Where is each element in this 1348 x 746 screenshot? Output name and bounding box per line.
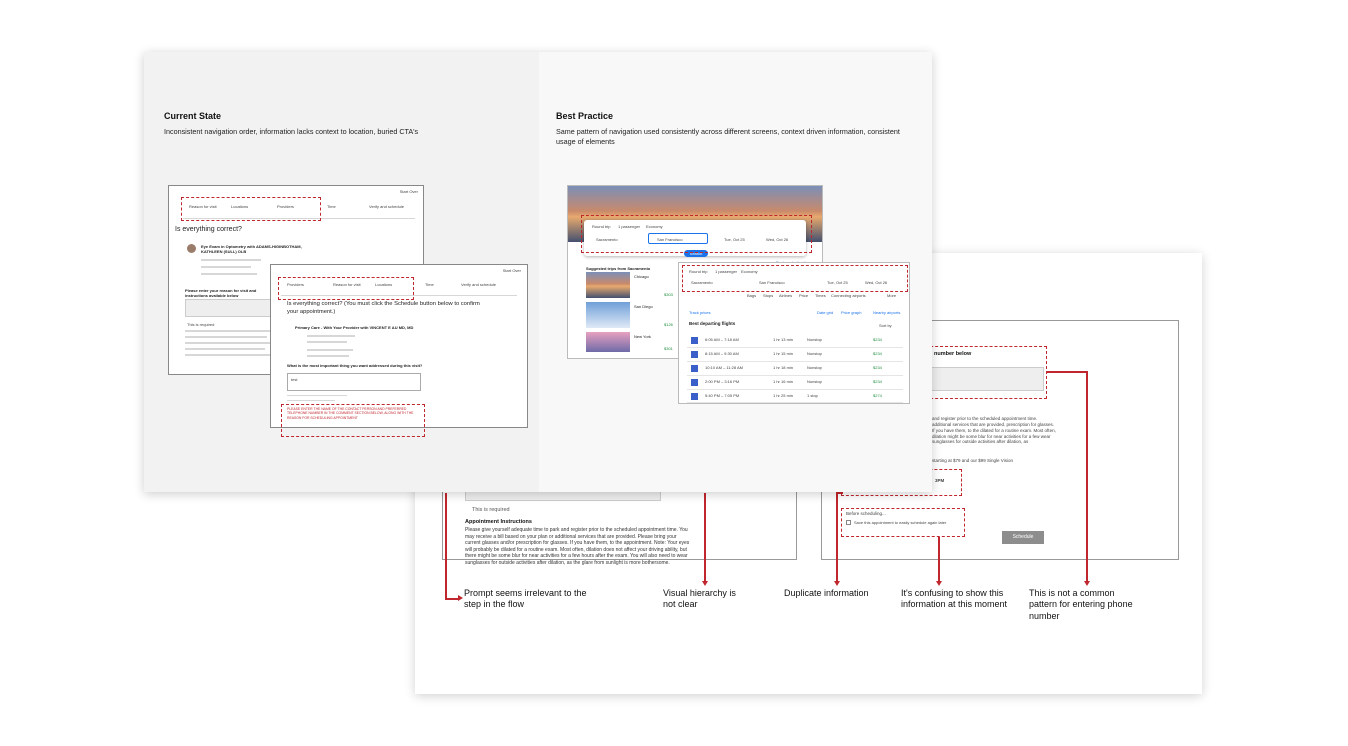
results-destination[interactable]: San Francisco — [759, 280, 785, 285]
arrow-prompt — [458, 595, 463, 601]
annotation-hierarchy: Visual hierarchy is not clear — [663, 588, 736, 610]
mock2-text-2 — [287, 400, 335, 401]
flight-stops: 1 stop — [807, 393, 818, 398]
flight-duration: 1 hr 18 min — [773, 365, 794, 370]
connector-hierarchy — [704, 493, 706, 582]
arrow-phone — [1084, 581, 1090, 586]
highlight-before-scheduling — [841, 508, 965, 537]
flight-time: 5:40 PM – 7:05 PM — [705, 393, 740, 398]
connector-prompt-v — [445, 493, 447, 599]
flight-stops: Nonstop — [807, 365, 822, 370]
flight-duration: 1 hr 16 min — [773, 379, 794, 384]
results-origin[interactable]: Sacramento — [691, 280, 713, 285]
mock1-step-3[interactable]: Time — [327, 204, 336, 209]
suggestion-image-2[interactable] — [586, 332, 630, 352]
mock1-detail-2 — [201, 266, 251, 268]
mock1-step-4[interactable]: Verify and schedule — [369, 204, 404, 209]
mock1-required: This is required — [187, 322, 215, 327]
annotation-phone: This is not a common pattern for entering phone number — [1029, 588, 1133, 621]
results-depart[interactable]: Tue, Oct 25 — [827, 280, 848, 285]
sort-by[interactable]: Sort by — [879, 323, 892, 328]
mock2-step-2[interactable]: Locations — [375, 282, 393, 287]
flight-price: $234 — [873, 379, 882, 384]
airline-logo-icon — [691, 351, 698, 358]
mock2-detail-2 — [307, 341, 347, 343]
flights-depart[interactable]: Tue, Oct 25 — [724, 237, 745, 242]
flight-stops: Nonstop — [807, 337, 822, 342]
back-right-instructions: and register prior to the scheduled appointment time. additional services that are provided. prescription for glasses. If you have them, to the dilated for a routine exam. Most often, dilation might be some blur for near activities for a few wear sunglasses for outside activities after dilation, as — [932, 416, 1056, 445]
suggestion-image-1[interactable] — [586, 302, 630, 328]
back-time: 3PM — [935, 478, 945, 483]
connector-duplicate — [836, 493, 838, 582]
mock2-heading: Is everything correct? (You must click the Schedule button below to confirm your appointment.) — [287, 301, 480, 315]
mock1-step-0[interactable]: Reason for visit — [189, 204, 217, 209]
mock1-detail-1 — [201, 259, 261, 261]
filter-0[interactable]: Bags — [747, 293, 757, 298]
suggestion-city-0[interactable]: Chicago — [634, 274, 649, 279]
mock2-step-1[interactable]: Reason for visit — [333, 282, 361, 287]
connector-phone-v — [1086, 371, 1088, 582]
save-checkbox-label: Save this appointment to easily schedule again later — [854, 520, 947, 525]
mock2-step-4[interactable]: Verify and schedule — [461, 282, 496, 287]
flights-destination: San Francisco — [657, 237, 683, 242]
flights-cabin[interactable]: Economy — [646, 224, 663, 229]
mock1-prompt: Please enter your reason for visit and instructions available below — [185, 288, 257, 299]
back-instructions: Please give yourself adequate time to park and register prior to the scheduled appointment time. You may receive a bill based on your plan or additional services that are provided. Please bring your current glasses and/or prescription for glasses. If you have them, to the appointment. Note: Your eyes will probably be dilated for a routine exam. Most often, dilation does not affect your driving ability, but there might be some blur for near activities for a few hours after the exam. You will also need to wear sunglasses for outside activities after dilation, as the glare from sunlight is more bothersome. — [465, 527, 690, 566]
highlight-results-search — [682, 265, 908, 292]
nearby-airports[interactable]: Nearby airports — [873, 310, 901, 315]
mock1-heading: Is everything correct? — [175, 226, 242, 233]
suggestion-city-2[interactable]: New York — [634, 334, 651, 339]
annotation-duplicate: Duplicate information — [784, 588, 869, 598]
flight-price: $234 — [873, 351, 882, 356]
mock1-text-5 — [185, 354, 271, 356]
flights-origin[interactable]: Sacramento — [596, 237, 618, 242]
schedule-button[interactable]: Schedule — [1002, 531, 1044, 544]
highlight-mock2-steps — [278, 277, 414, 300]
mock1-avatar — [187, 244, 196, 253]
flight-time: 6:05 AM – 7:18 AM — [705, 337, 739, 342]
mock2-detail-3 — [307, 349, 353, 351]
flight-price: $274 — [873, 393, 882, 398]
flight-row[interactable] — [687, 391, 903, 403]
filter-5[interactable]: Connecting airports — [831, 293, 866, 298]
mock1-step-2[interactable]: Providers — [277, 204, 294, 209]
flight-price: $234 — [873, 365, 882, 370]
flights-return[interactable]: Wed, Oct 26 — [766, 237, 789, 242]
flights-suggested-label: Suggested trips from Sacramento — [586, 266, 651, 271]
mock2-answer-input[interactable] — [287, 373, 421, 391]
suggestion-city-1[interactable]: San Diego — [634, 304, 653, 309]
mock2-detail-1 — [307, 335, 355, 337]
current-state-subtitle: Inconsistent navigation order, information lacks context to location, buried CTA's — [164, 127, 419, 136]
best-practice-title: Best Practice — [556, 111, 614, 121]
best-departing-label: Best departing flights — [689, 321, 736, 326]
highlight-mock2-note — [281, 404, 425, 437]
arrow-confusing — [936, 581, 942, 586]
suggestion-price-2: $301 — [664, 346, 673, 351]
mock2-text-1 — [287, 395, 347, 396]
flights-search-button[interactable]: Search — [684, 250, 708, 257]
mock2-answer-value: test — [291, 377, 298, 382]
flight-time: 8:15 AM – 9:30 AM — [705, 351, 739, 356]
current-state-title: Current State — [164, 111, 222, 121]
mock1-text-3 — [185, 342, 273, 344]
mock1-step-1[interactable]: Locations — [231, 204, 249, 209]
flight-price: $234 — [873, 337, 882, 342]
back-required: This is required — [472, 507, 510, 513]
price-graph[interactable]: Price graph — [841, 310, 862, 315]
flight-stops: Nonstop — [807, 379, 822, 384]
before-scheduling-title: Before scheduling... — [846, 511, 886, 516]
flight-row[interactable] — [687, 363, 903, 376]
track-prices[interactable]: Track prices — [689, 310, 711, 315]
connector-duplicate-top — [836, 492, 843, 494]
suggestion-image-0[interactable] — [586, 272, 630, 298]
back-right-label: number below — [934, 351, 972, 357]
mock1-text-2 — [185, 336, 267, 338]
flight-duration: 1 hr 25 min — [773, 393, 794, 398]
mock2-start-over[interactable]: Start Over — [502, 268, 521, 273]
flight-time: 10:10 AM – 11:28 AM — [705, 365, 743, 370]
arrow-hierarchy — [702, 581, 708, 586]
mock2-provider: Primary Care - With Your Provider with VINCENT E AU MD, MD — [295, 325, 414, 330]
flight-duration: 1 hr 13 min — [773, 337, 794, 342]
mock2-question: What is the most important thing you want addressed during this visit? — [287, 363, 423, 368]
front-sheet — [144, 52, 932, 492]
filter-1[interactable]: Stops — [763, 293, 774, 298]
annotation-prompt: Prompt seems irrelevant to the step in the flow — [464, 588, 587, 610]
filter-4[interactable]: Times — [815, 293, 826, 298]
flight-duration: 1 hr 15 min — [773, 351, 794, 356]
flight-row[interactable] — [687, 349, 903, 362]
airline-logo-icon — [691, 337, 698, 344]
airline-logo-icon — [691, 393, 698, 400]
results-cabin[interactable]: Economy — [741, 269, 758, 274]
filter-6[interactable]: More — [887, 293, 897, 298]
flight-row[interactable] — [687, 377, 903, 390]
mock1-start-over[interactable]: Start Over — [399, 189, 418, 194]
flights-trip-type[interactable]: Round trip — [592, 224, 611, 229]
results-trip-type[interactable]: Round trip — [689, 269, 708, 274]
results-passengers[interactable]: 1 passenger — [715, 269, 738, 274]
mock2-step-0[interactable]: Providers — [287, 282, 304, 287]
highlight-search-bar — [581, 215, 812, 253]
highlight-mock1-steps — [181, 197, 321, 221]
best-practice-subtitle: Same pattern of navigation used consistently across different screens, context driven information, consistent usage of elements — [556, 127, 900, 146]
filter-2[interactable]: Airlines — [779, 293, 793, 298]
suggestion-price-1: $126 — [664, 322, 673, 327]
airline-logo-icon — [691, 365, 698, 372]
annotation-confusing: It's confusing to show this information at this moment — [901, 588, 1008, 610]
filter-3[interactable]: Price — [799, 293, 809, 298]
mock2-step-3[interactable]: Time — [425, 282, 434, 287]
mock1-reason-input[interactable] — [185, 299, 277, 317]
suggestion-price-0: $303 — [664, 292, 673, 297]
connector-confusing — [938, 537, 940, 582]
connector-prompt-h — [445, 598, 458, 600]
date-grid[interactable]: Date grid — [817, 310, 834, 315]
mock1-detail-3 — [201, 273, 257, 275]
flights-passengers[interactable]: 1 passenger — [618, 224, 641, 229]
mock2-detail-4 — [307, 355, 349, 357]
mock1-text-4 — [185, 348, 265, 350]
mock1-provider: Eye Exam in Optometry with ADAMS-HIGINBOTHAM, KATHLEEN (SULL) OLB — [201, 244, 302, 255]
back-instructions-title: Appointment Instructions — [465, 519, 532, 525]
back-offer: starting at $79 and our $99 Single Vision — [932, 458, 1013, 463]
flight-stops: Nonstop — [807, 351, 822, 356]
flight-row[interactable] — [687, 335, 903, 348]
arrow-duplicate — [834, 581, 840, 586]
results-return[interactable]: Wed, Oct 26 — [865, 280, 888, 285]
mock1-text-1 — [185, 330, 273, 332]
connector-phone-h — [1047, 371, 1087, 373]
flight-time: 2:00 PM – 3:16 PM — [705, 379, 740, 384]
airline-logo-icon — [691, 379, 698, 386]
mock2-note: PLEASE ENTER THE NAME OF THE CONTACT PERSON AND PREFERRED TELEPHONE NUMBER IN THE COMMENT SECTION BELOW, ALONG WITH THE REASON FOR SCHEDULING APPOINTMENT — [287, 407, 414, 420]
